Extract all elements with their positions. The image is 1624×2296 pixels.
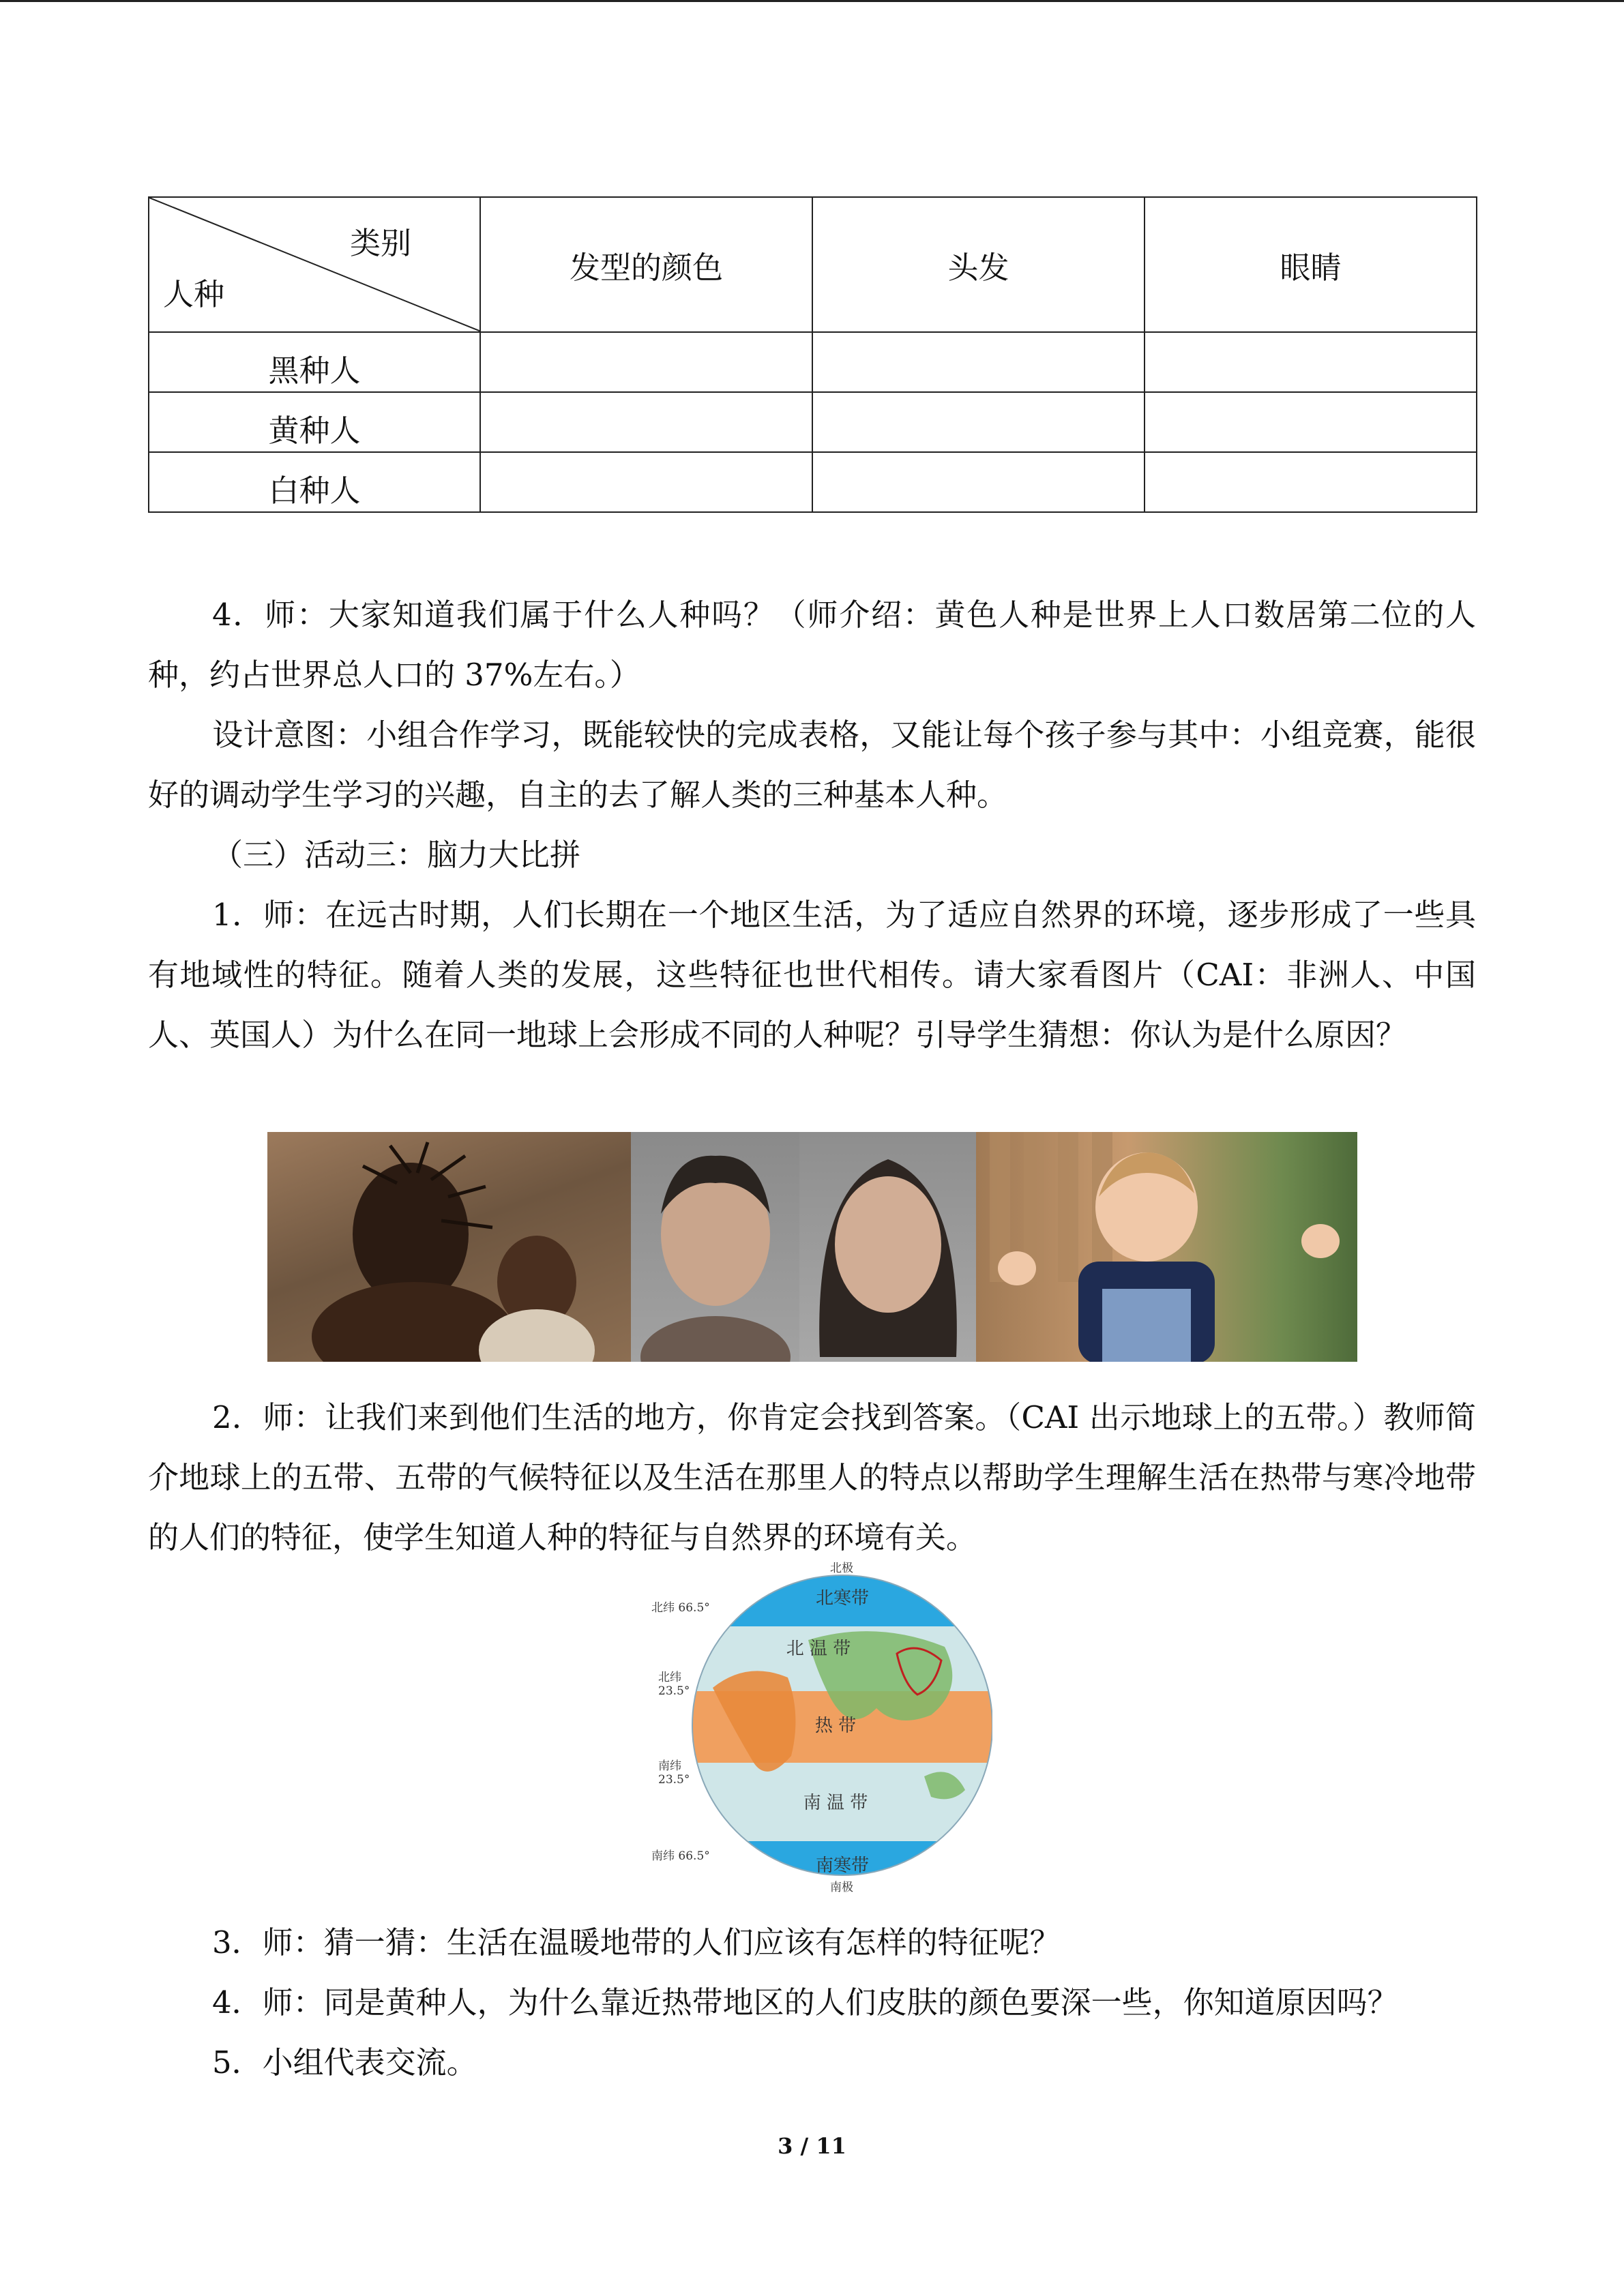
section-heading-activity-3: （三）活动三：脑力大比拼 [212, 837, 581, 873]
five-climate-zones-globe [651, 1558, 992, 1894]
paragraph-5-group-share: 5．小组代表交流。 [212, 2044, 477, 2081]
row-label-black: 黑种人 [268, 352, 361, 389]
zone-south-temperate: 南 温 带 [803, 1793, 868, 1813]
corner-label-race: 人种 [163, 276, 225, 312]
zone-north-frigid: 北寒带 [815, 1588, 869, 1609]
label-lat-23-s: 南纬 23.5° [658, 1759, 690, 1787]
table-cell [1145, 332, 1477, 392]
table-cell [1145, 392, 1477, 452]
paragraph-4-skin-color: 4．师：同是黄种人，为什么靠近热带地区的人们皮肤的颜色要深一些，你知道原因吗？ [212, 1984, 1398, 2021]
label-lat-66-s: 南纬 66.5° [651, 1849, 710, 1863]
table-cell [812, 392, 1145, 452]
label-lat-23-n: 北纬 23.5° [658, 1671, 690, 1698]
paragraph-4-race-question: 4．师：大家知道我们属于什么人种吗？（师介绍：黄色人种是世界上人口数居第二位的人种，约占世界总人口的 37%左右。） [148, 597, 1476, 693]
header-hair-color: 发型的颜色 [480, 197, 812, 332]
table-cell [480, 332, 812, 392]
label-lat-66-n: 北纬 66.5° [651, 1601, 710, 1615]
race-photos [267, 1132, 1357, 1362]
table-row [149, 332, 1477, 392]
zone-north-temperate: 北 温 带 [786, 1639, 851, 1659]
label-south-pole: 南极 [830, 1881, 853, 1894]
table-corner-cell [149, 197, 480, 332]
race-features-table [148, 196, 1477, 513]
photo-chinese-man [631, 1132, 799, 1362]
table-row [149, 392, 1477, 452]
table-header-row [149, 197, 1477, 332]
table-cell [1145, 452, 1477, 512]
table-cell [480, 392, 812, 452]
label-north-pole: 北极 [830, 1562, 853, 1575]
zone-south-frigid: 南寒带 [815, 1855, 869, 1876]
table-cell [812, 332, 1145, 392]
page-top-rule [0, 0, 1624, 2]
page-number: 3 / 11 [778, 2133, 846, 2159]
row-label-white: 白种人 [268, 472, 361, 509]
photo-english-baby [976, 1132, 1357, 1362]
header-eyes: 眼睛 [1145, 197, 1477, 332]
table-row [149, 452, 1477, 512]
table-cell [480, 452, 812, 512]
table-cell [812, 452, 1145, 512]
photo-chinese-woman [799, 1132, 976, 1362]
paragraph-2-five-zones: 2．师：让我们来到他们生活的地方，你肯定会找到答案。（CAI 出示地球上的五带。）教师简介地球上的五带、五带的气候特征以及生活在那里人的特点以帮助学生理解生活在热带与寒冷地带的人们的特征，使学生知道人种的特征与自然界的环境有关。 [148, 1399, 1476, 1555]
paragraph-design-intent: 设计意图：小组合作学习，既能较快的完成表格，又能让每个孩子参与其中：小组竞赛，能很好的调动学生学习的兴趣，自主的去了解人类的三种基本人种。 [148, 717, 1476, 813]
header-hair: 头发 [812, 197, 1145, 332]
paragraph-1-ancient-times: 1．师：在远古时期，人们长期在一个地区生活，为了适应自然界的环境，逐步形成了一些具有地域性的特征。随着人类的发展，这些特征也世代相传。请大家看图片（CAI：非洲人、中国人、英国人）为什么在同一地球上会形成不同的人种呢？引导学生猜想：你认为是什么原因？ [148, 897, 1476, 1053]
corner-label-category: 类别 [349, 225, 411, 261]
paragraph-3-guess: 3．师：猜一猜：生活在温暖地带的人们应该有怎样的特征呢？ [212, 1924, 1061, 1960]
zone-tropic: 热 带 [814, 1716, 857, 1736]
row-label-yellow: 黄种人 [268, 412, 361, 449]
photo-african-people [267, 1132, 631, 1362]
